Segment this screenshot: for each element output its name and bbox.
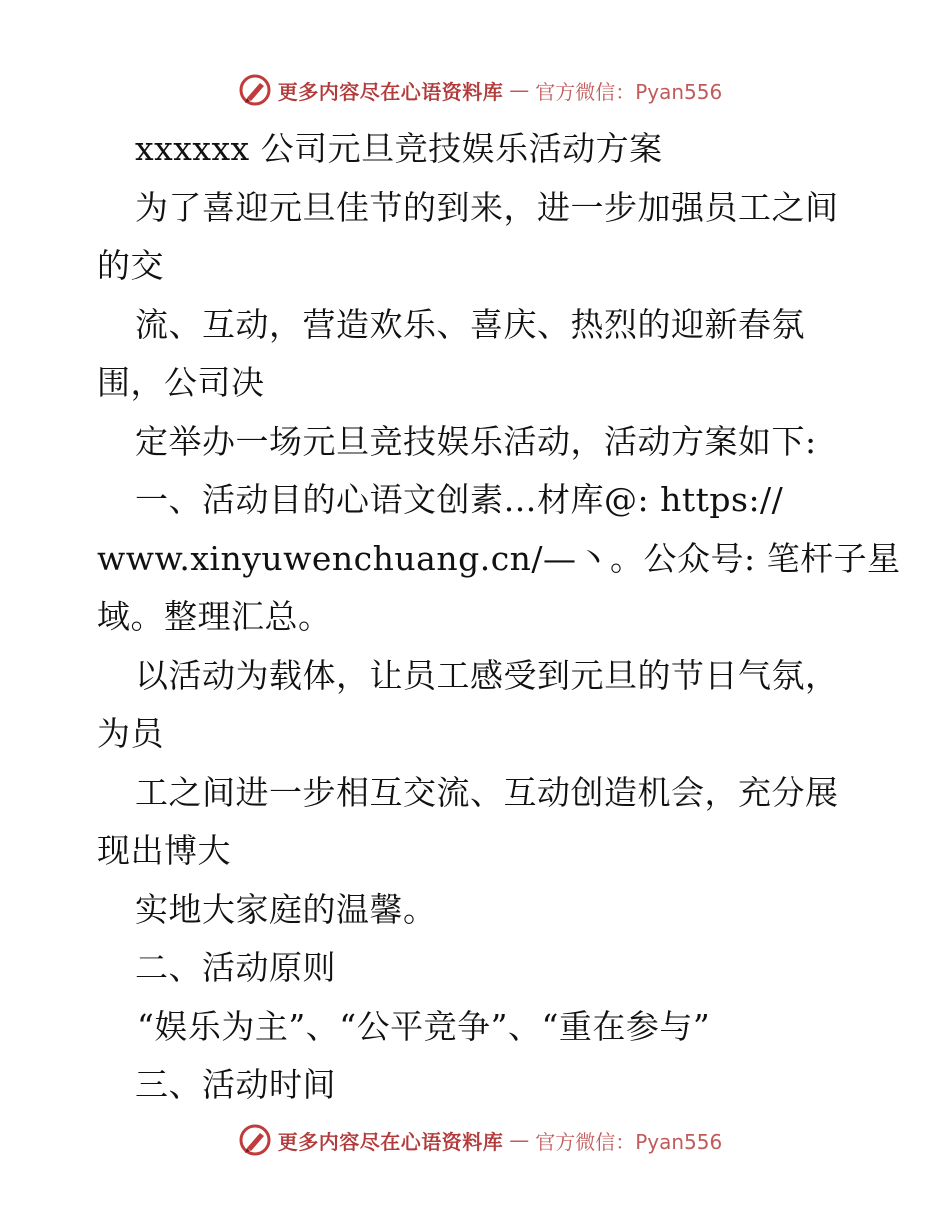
header-banner-content: [238, 73, 723, 107]
footer-banner-contact: 官方微信：Pyan556: [535, 1129, 723, 1154]
paragraph-line: 工之间进一步相互交流、互动创造机会，充分展: [135, 772, 839, 812]
paragraph-line: 为员: [97, 714, 164, 753]
footer-banner-text: 更多内容尽在心语资料库: [277, 1129, 504, 1154]
footer-banner-separator: —: [509, 1128, 530, 1152]
paragraph-line: 为了喜迎元旦佳节的到来，进一步加强员工之间: [135, 187, 839, 227]
pen-logo-icon: [238, 1123, 272, 1157]
paragraph-line: 的交: [97, 246, 164, 285]
pen-logo-icon: [238, 73, 272, 107]
header-banner-separator: —: [509, 78, 530, 102]
paragraph-line: 现出博大: [97, 831, 231, 870]
footer-banner: [0, 1120, 950, 1160]
paragraph-line: 以活动为载体，让员工感受到元旦的节日气氛，: [135, 655, 839, 695]
paragraph-line: 域。整理汇总。: [97, 597, 332, 636]
section-heading: 二、活动原则: [135, 948, 336, 987]
paragraph-line: “娱乐为主”、“公平竞争”、“重在参与”: [137, 1006, 711, 1046]
paragraph-line: 定举办一场元旦竞技娱乐活动，活动方案如下:: [135, 421, 817, 461]
paragraph-line: 流、互动，营造欢乐、喜庆、热烈的迎新春氛: [135, 304, 805, 344]
document-title: xxxxxx 公司元旦竞技娱乐活动方案: [135, 129, 663, 168]
section-heading: 三、活动时间: [135, 1065, 336, 1104]
document-body: [97, 120, 901, 1115]
paragraph-line: 围，公司决: [97, 363, 265, 402]
header-banner-contact: 官方微信：Pyan556: [535, 79, 723, 104]
paragraph-line: www.xinyuwenchuang.cn/—丶。公众号: 笔杆子星: [97, 538, 901, 578]
section-heading: 一、活动目的心语文创素…材库@: https://: [135, 480, 784, 519]
header-banner-text: 更多内容尽在心语资料库: [277, 79, 504, 104]
header-banner: [0, 70, 950, 110]
footer-banner-content: [238, 1123, 723, 1157]
paragraph-line: 实地大家庭的温馨。: [135, 889, 437, 929]
